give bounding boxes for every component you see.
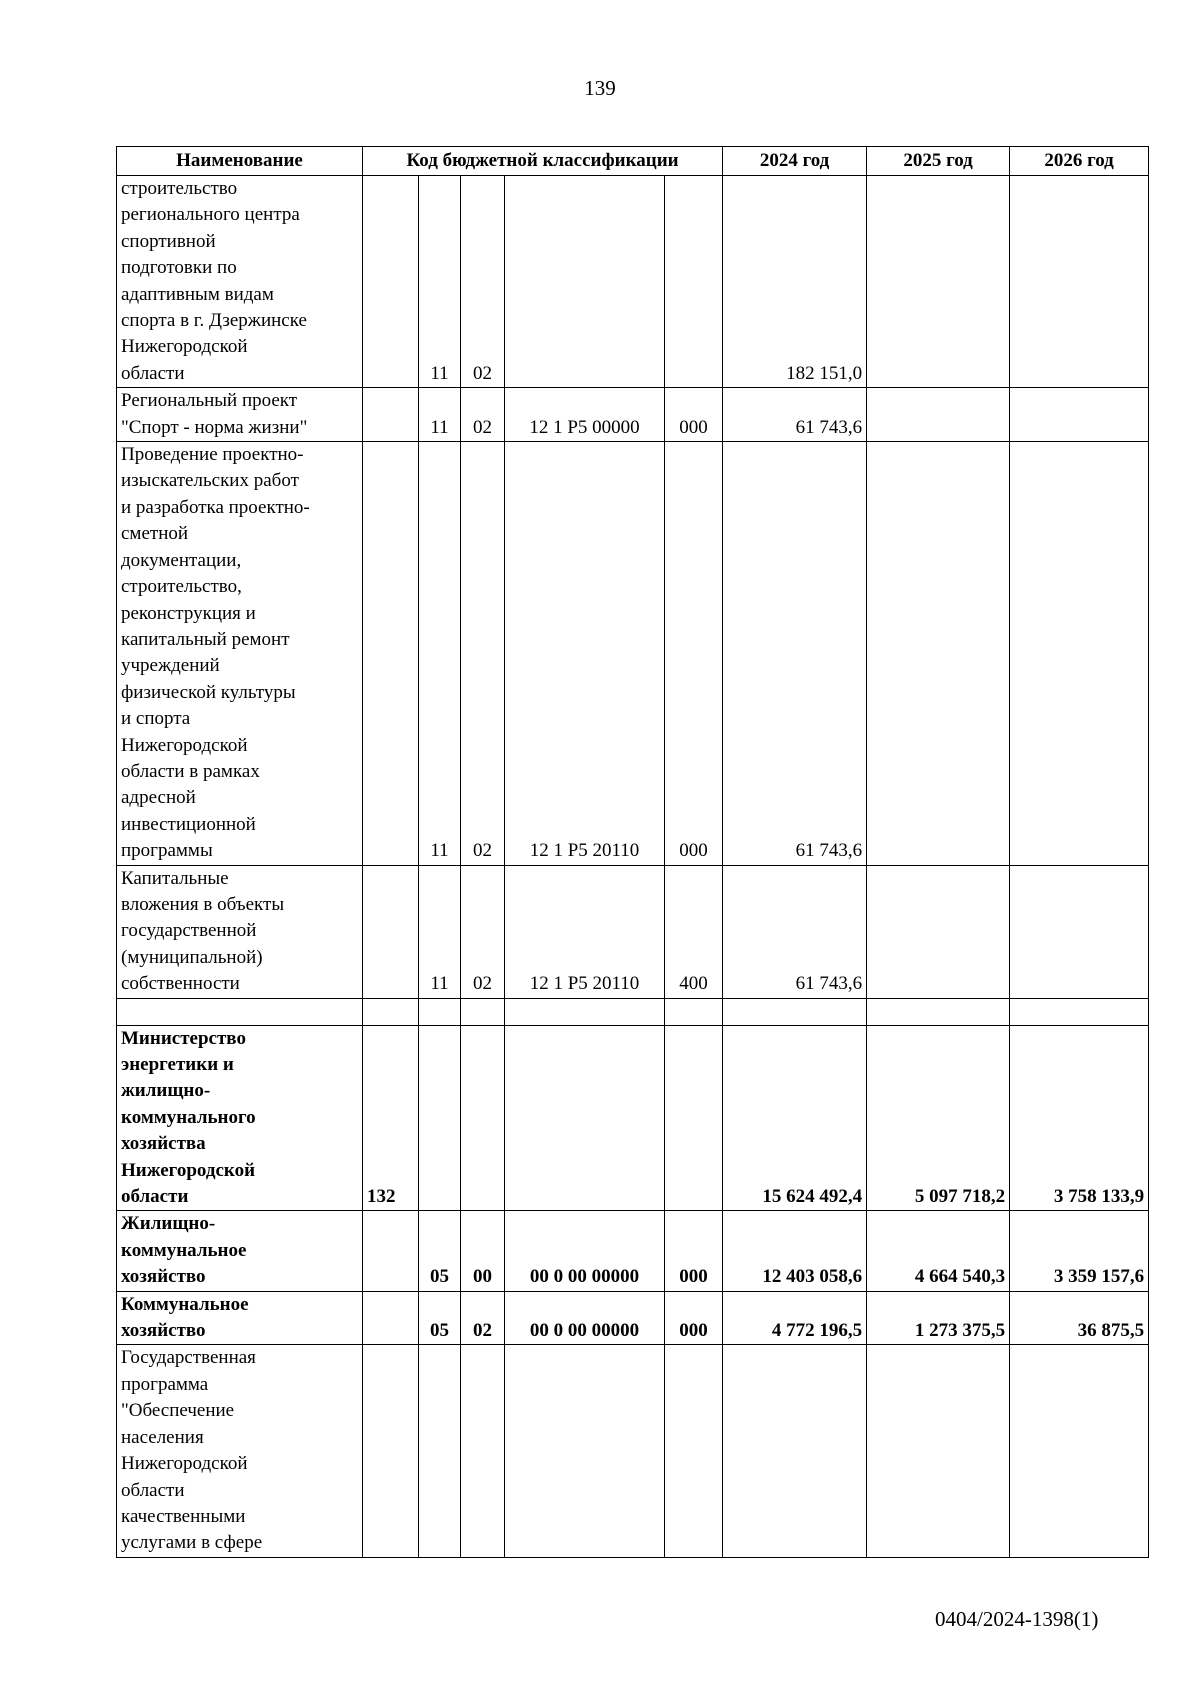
cell-y2025: 1 273 375,5 [867,1291,1010,1345]
page-number: 139 [584,76,616,100]
cell-y2024: 182 151,0 [723,176,867,388]
cell-name: Коммунальное хозяйство [117,1291,363,1345]
cell-pr [461,998,505,1025]
cell-y2024 [723,998,867,1025]
table-row [117,176,1149,388]
cell-pr: 02 [461,388,505,442]
cell-csr [505,1025,665,1211]
cell-rz: 11 [419,442,461,866]
cell-rz [419,1025,461,1211]
header-2024: 2024 год [723,147,867,176]
cell-rz: 05 [419,1291,461,1345]
cell-pr: 02 [461,442,505,866]
cell-rz [419,998,461,1025]
cell-ved [363,442,419,866]
cell-vr [665,998,723,1025]
cell-ved [363,388,419,442]
cell-name [117,998,363,1025]
cell-y2024: 61 743,6 [723,442,867,866]
cell-y2026: 3 758 133,9 [1010,1025,1149,1211]
cell-ved [363,1345,419,1557]
cell-pr: 02 [461,1291,505,1345]
cell-rz: 05 [419,1211,461,1291]
cell-y2025 [867,388,1010,442]
cell-vr [665,1025,723,1211]
cell-y2024: 15 624 492,4 [723,1025,867,1211]
cell-pr [461,1025,505,1211]
cell-name: Капитальные вложения в объекты государственной (муниципальной) собственности [117,865,363,998]
cell-y2025: 4 664 540,3 [867,1211,1010,1291]
cell-y2024: 61 743,6 [723,388,867,442]
header-2025: 2025 год [867,147,1010,176]
cell-ved [363,998,419,1025]
cell-name: Жилищно- коммунальное хозяйство [117,1211,363,1291]
cell-vr: 000 [665,442,723,866]
cell-pr [461,1345,505,1557]
cell-rz: 11 [419,388,461,442]
cell-vr [665,1345,723,1557]
cell-pr: 02 [461,176,505,388]
cell-y2025: 5 097 718,2 [867,1025,1010,1211]
cell-ved: 132 [363,1025,419,1211]
cell-y2024: 12 403 058,6 [723,1211,867,1291]
budget-table [116,146,1149,1558]
cell-csr: 00 0 00 00000 [505,1291,665,1345]
header-2026: 2026 год [1010,147,1149,176]
cell-vr: 000 [665,1291,723,1345]
cell-name: Региональный проект "Спорт - норма жизни" [117,388,363,442]
cell-csr: 00 0 00 00000 [505,1211,665,1291]
table-row [117,1345,1149,1557]
cell-vr [665,176,723,388]
cell-ved [363,1211,419,1291]
cell-vr: 000 [665,1211,723,1291]
cell-csr: 12 1 Р5 20110 [505,865,665,998]
cell-y2026 [1010,1345,1149,1557]
cell-name: строительство регионального центра спортивной подготовки по адаптивным видам спорта в г. Дзержинске Нижегородской области [117,176,363,388]
table-row [117,1211,1149,1291]
cell-ved [363,1291,419,1345]
header-code: Код бюджетной классификации [363,147,723,176]
cell-vr: 400 [665,865,723,998]
header-name: Наименование [117,147,363,176]
cell-y2024: 4 772 196,5 [723,1291,867,1345]
cell-pr: 02 [461,865,505,998]
table-row [117,1291,1149,1345]
cell-y2026: 3 359 157,6 [1010,1211,1149,1291]
cell-y2025 [867,176,1010,388]
table-row [117,442,1149,866]
cell-csr: 12 1 Р5 20110 [505,442,665,866]
cell-name: Проведение проектно- изыскательских работ и разработка проектно- сметной документации, строительство, реконструкция и капитальный ремонт учреждений физической культуры и спорта Нижегородской области в рамках адресной инвестиционной программы [117,442,363,866]
cell-y2025 [867,1345,1010,1557]
document-code: 0404/2024-1398(1) [935,1607,1099,1631]
cell-vr: 000 [665,388,723,442]
table-row [117,998,1149,1025]
cell-y2026 [1010,176,1149,388]
cell-y2026 [1010,442,1149,866]
cell-csr: 12 1 Р5 00000 [505,388,665,442]
table-header-row [117,147,1149,176]
cell-y2026 [1010,388,1149,442]
cell-csr [505,176,665,388]
table-row [117,865,1149,998]
cell-y2026 [1010,865,1149,998]
cell-y2026 [1010,998,1149,1025]
cell-y2025 [867,442,1010,866]
cell-y2024 [723,1345,867,1557]
table-row [117,388,1149,442]
cell-name: Министерство энергетики и жилищно- коммунального хозяйства Нижегородской области [117,1025,363,1211]
cell-ved [363,176,419,388]
cell-ved [363,865,419,998]
table-row [117,1025,1149,1211]
cell-rz: 11 [419,176,461,388]
cell-y2026: 36 875,5 [1010,1291,1149,1345]
cell-csr [505,1345,665,1557]
cell-name: Государственная программа "Обеспечение населения Нижегородской области качественными услугами в сфере [117,1345,363,1557]
cell-rz [419,1345,461,1557]
cell-csr [505,998,665,1025]
cell-rz: 11 [419,865,461,998]
cell-pr: 00 [461,1211,505,1291]
cell-y2025 [867,998,1010,1025]
cell-y2024: 61 743,6 [723,865,867,998]
cell-y2025 [867,865,1010,998]
